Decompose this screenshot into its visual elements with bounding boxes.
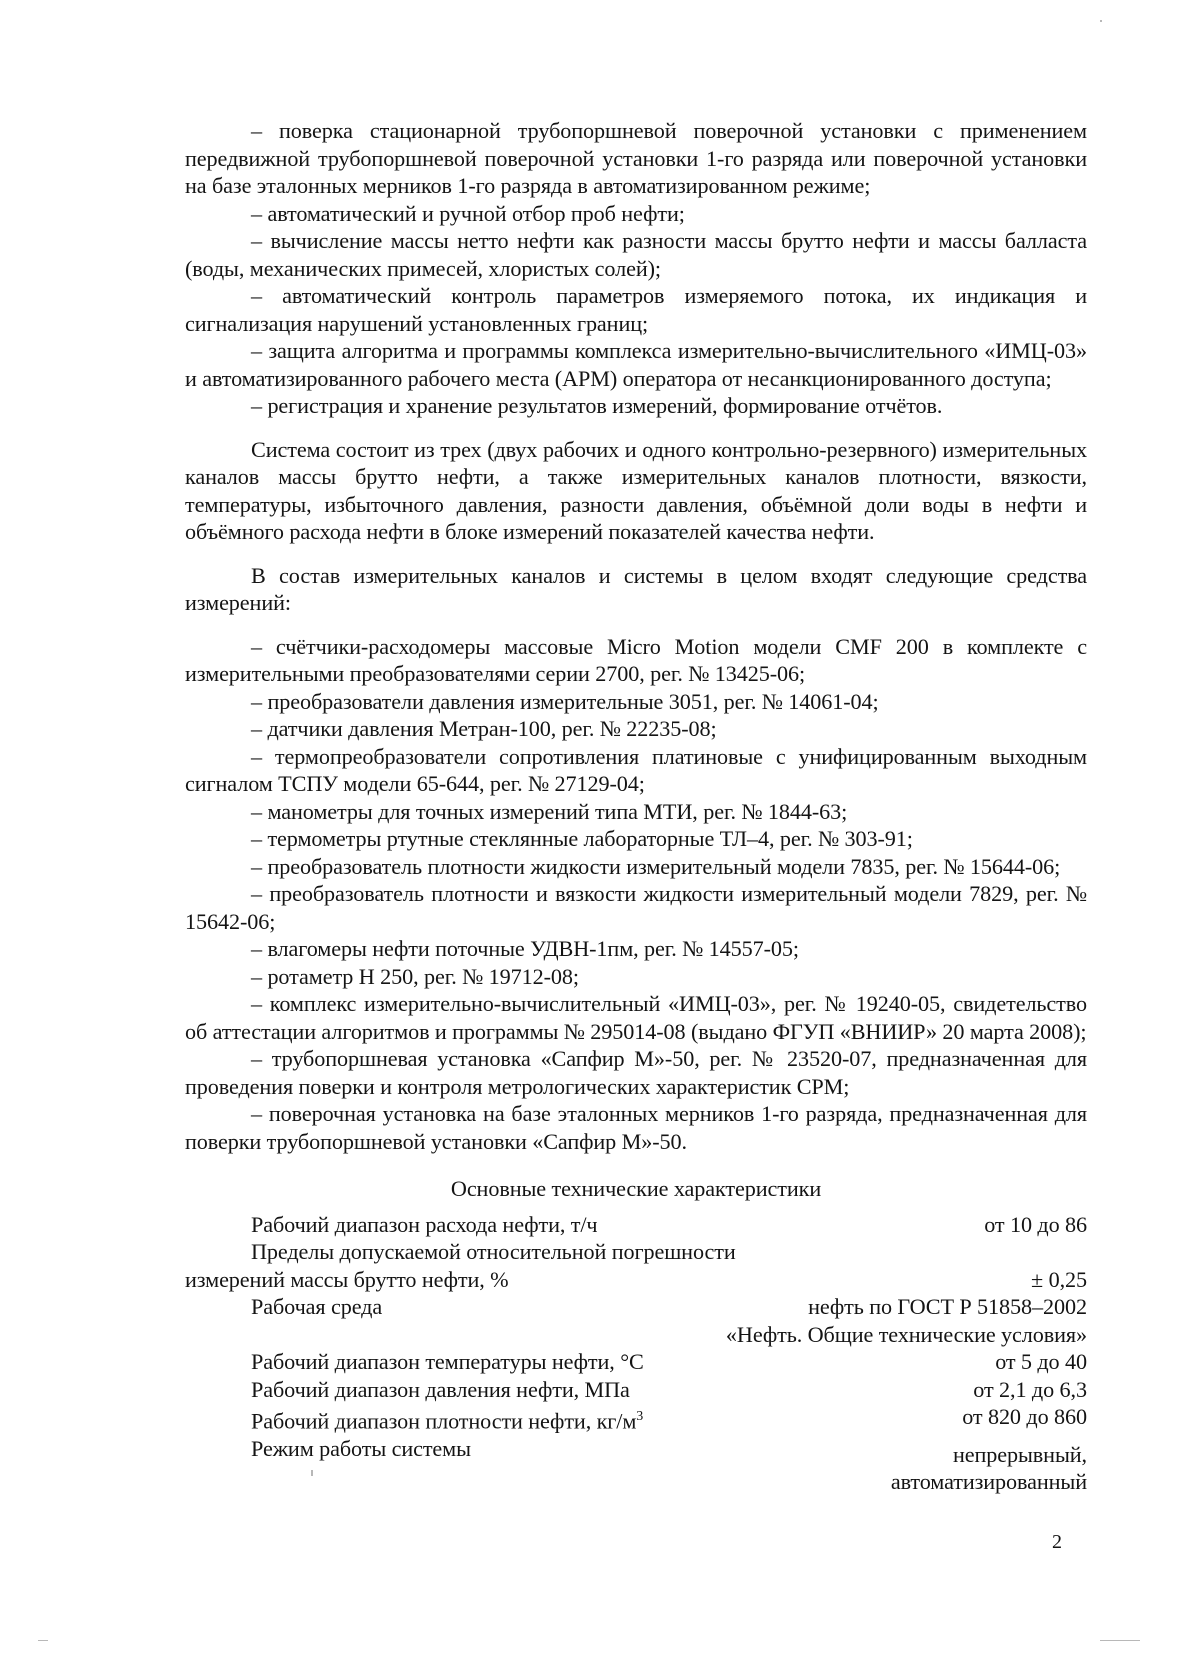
function-item: – автоматический контроль параметров измеряемого потока, их индикация и сигнализация нарушений установленных границ; [185,283,1087,336]
instrument-item: – преобразователи давления измерительные 3051, рег. № 14061-04; [251,688,879,714]
spec-label: измерений массы брутто нефти, % [185,1266,509,1292]
spec-label [185,1403,643,1435]
instrument-item: – манометры для точных измерений типа МТИ, рег. № 1844-63; [251,798,848,824]
instrument-item: – комплекс измерительно-вычислительный «ИМЦ-03», рег. № 19240-05, свидетельство об аттестации алгоритмов и программы № 295014-08 (выдано ФГУП «ВНИИР» 20 марта 2008); [185,991,1087,1044]
spec-label: Пределы допускаемой относительной погрешности [251,1239,736,1264]
instrument-item: – термометры ртутные стеклянные лабораторные ТЛ–4, рег. № 303-91; [251,826,913,851]
spec-value: от 10 до 86 [984,1211,1087,1237]
spec-label: Рабочий диапазон расхода нефти, т/ч [251,1211,598,1237]
instrument-item: – термопреобразователи сопротивления платиновые с унифицированным выходным сигналом ТСПУ модели 65-644, рег. № 27129-04; [185,743,1087,796]
scan-mark [1100,20,1102,22]
function-item: – вычисление массы нетто нефти как разности массы брутто нефти и массы балласта (воды, механических примесей, хлористых солей); [185,228,1087,281]
function-item: – защита алгоритма и программы комплекса измерительно-вычислительного «ИМЦ-03» и автоматизированного рабочего места (АРМ) оператора от несанкционированного доступа; [185,338,1087,391]
spec-label: Рабочий диапазон температуры нефти, °С [251,1349,644,1374]
spec-value [726,1293,1087,1348]
spec-temperature [185,1348,1087,1376]
spec-value: от 5 до 40 [995,1349,1087,1374]
spec-density [185,1403,1087,1435]
document-body [185,117,1087,1496]
instrument-item: – влагомеры нефти поточные УДВН-1пм, рег. № 14557-05; [251,936,799,961]
spec-value-line: нефть по ГОСТ Р 51858–2002 [808,1294,1087,1319]
scan-mark [1100,1640,1140,1641]
instrument-item: – счётчики-расходомеры массовые Micro Motion модели CMF 200 в комплекте с измерительными преобразователями серии 2700, рег. № 13425-06; [185,633,1087,686]
scan-mark [38,1640,48,1641]
spec-value-line: «Нефть. Общие технические условия» [725,1321,1087,1347]
composition-intro: В состав измерительных каналов и системы в целом входят следующие средства измерений: [185,562,1087,615]
scan-mark [311,1470,313,1476]
spec-value-line: автоматизированный [890,1469,1087,1495]
spec-value: ± 0,25 [1031,1266,1087,1292]
system-paragraph: Система состоит из трех (двух рабочих и одного контрольно-резервного) измерительных каналов массы брутто нефти, а также измерительных каналов плотности, вязкости, температуры, избыточного давления, разности давления, объёмной доли воды в нефти и объёмного расхода нефти в блоке измерений показателей качества нефти. [185,436,1087,544]
function-item: – поверка стационарной трубопоршневой поверочной установки с применением передвижной трубопоршневой поверочной установки 1-го разряда или поверочной установки на базе эталонных мерников 1-го разряда в автоматизированном режиме; [185,118,1087,198]
spec-label: Рабочая среда [251,1294,383,1319]
spec-error-cont [185,1266,1087,1294]
spec-flow [185,1211,1087,1239]
spec-value-line: непрерывный, [952,1441,1087,1467]
spec-value [891,1435,1087,1496]
spec-mode [185,1435,1087,1496]
instrument-item: – поверочная установка на базе эталонных мерников 1-го разряда, предназначенная для поверки трубопоршневой установки «Сапфир М»-50. [185,1101,1087,1154]
spec-error [185,1238,1087,1266]
spec-label: Режим работы системы [251,1435,471,1461]
instrument-item: – ротаметр Н 250, рег. № 19712-08; [251,963,579,989]
function-item: – автоматический и ручной отбор проб нефти; [251,200,685,226]
spec-value: от 2,1 до 6,3 [973,1376,1087,1402]
page-number: 2 [1052,1531,1062,1553]
spec-label-text: Рабочий диапазон плотности нефти, кг/м [251,1408,637,1434]
spec-label: Рабочий диапазон давления нефти, МПа [251,1376,630,1402]
instrument-item: – датчики давления Метран-100, рег. № 22235-08; [251,716,717,741]
unit-exponent: 3 [636,1409,644,1424]
specs-heading: Основные технические характеристики [450,1176,822,1201]
function-item: – регистрация и хранение результатов измерений, формирование отчётов. [251,393,943,418]
spec-pressure [185,1376,1087,1404]
spec-medium [185,1293,1087,1348]
spec-value: от 820 до 860 [962,1404,1087,1429]
instrument-item: – преобразователь плотности жидкости измерительный модели 7835, рег. № 15644-06; [251,853,1061,879]
instrument-item: – трубопоршневая установка «Сапфир М»-50, рег. № 23520-07, предназначенная для проведения поверки и контроля метрологических характеристик СРМ; [185,1046,1087,1099]
instrument-item: – преобразователь плотности и вязкости жидкости измерительный модели 7829, рег. № 15642-06; [185,881,1087,934]
